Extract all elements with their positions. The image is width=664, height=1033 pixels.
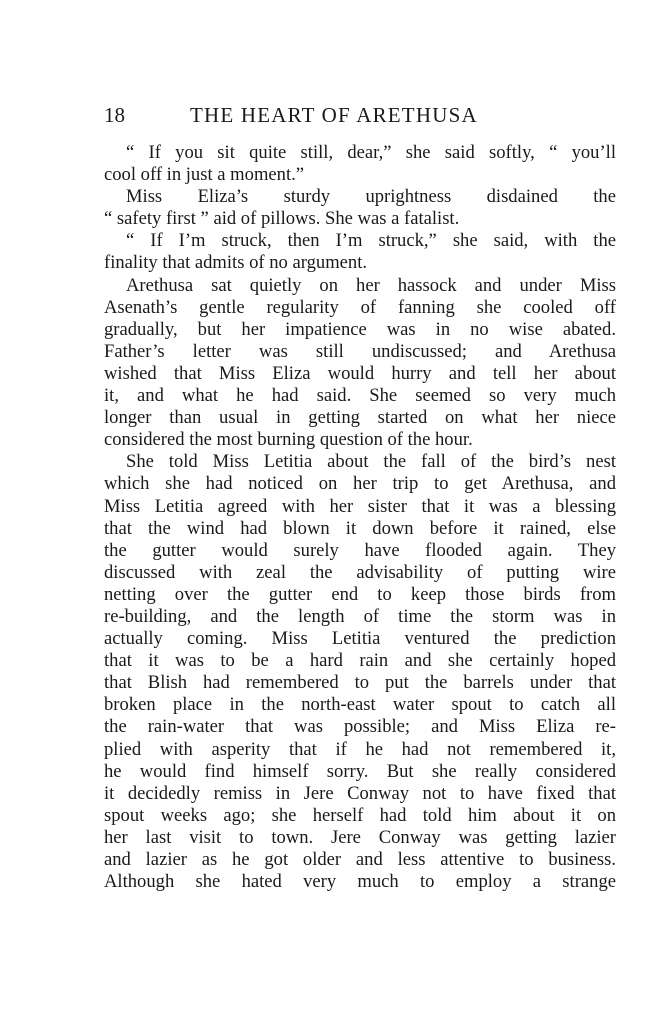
text-line: Although she hated very much to employ a strange [104, 871, 616, 893]
text-line: finality that admits of no argument. [104, 252, 368, 274]
text-line: Arethusa sat quietly on her hassock and under Miss [126, 274, 616, 296]
body-text [104, 142, 616, 893]
text-line: he would find himself sorry. But she really considered [104, 760, 616, 782]
page-header [104, 100, 524, 130]
text-line: Asenath’s gentle regularity of fanning she cooled off [104, 296, 616, 318]
page-number: 18 [104, 103, 125, 127]
text-line: netting over the gutter end to keep those birds from [104, 583, 616, 605]
text-line: that it was to be a hard rain and she certainly hoped [104, 650, 616, 672]
running-title: THE HEART OF ARETHUSA [190, 103, 478, 127]
text-line: her last visit to town. Jere Conway was getting lazier [104, 826, 616, 848]
text-line: it decidedly remiss in Jere Conway not to have fixed that [104, 782, 616, 804]
text-line: Miss Letitia agreed with her sister that it was a blessing [104, 495, 616, 517]
text-line: it, and what he had said. She seemed so very much [104, 385, 616, 407]
text-line: “ safety first ” aid of pillows. She was a fatalist. [104, 208, 460, 230]
text-line: broken place in the north-east water spout to catch all [104, 694, 616, 716]
text-line: gradually, but her impatience was in no wise abated. [104, 318, 616, 340]
text-line: “ If I’m struck, then I’m struck,” she said, with the [126, 230, 616, 252]
text-line: that Blish had remembered to put the barrels under that [104, 672, 616, 694]
text-line: Father’s letter was still undiscussed; and Arethusa [104, 340, 616, 362]
text-line: plied with asperity that if he had not remembered it, [104, 738, 616, 760]
text-line: She told Miss Letitia about the fall of the bird’s nest [126, 451, 616, 473]
text-line: “ If you sit quite still, dear,” she said softly, “ you’ll [126, 142, 616, 163]
text-line: wished that Miss Eliza would hurry and tell her about [104, 362, 616, 384]
text-line: considered the most burning question of the hour. [104, 429, 473, 451]
text-line: Miss Eliza’s sturdy uprightness disdained the [126, 186, 616, 208]
text-line: that the wind had blown it down before it rained, else [104, 517, 616, 539]
text-line: cool off in just a moment.” [104, 164, 305, 186]
text-line: re-building, and the length of time the storm was in [104, 605, 616, 627]
text-line: which she had noticed on her trip to get Arethusa, and [104, 473, 616, 495]
text-line: the rain-water that was possible; and Miss Eliza re- [104, 716, 616, 738]
text-line: spout weeks ago; she herself had told him about it on [104, 804, 616, 826]
text-line: actually coming. Miss Letitia ventured the prediction [104, 628, 616, 650]
text-line: discussed with zeal the advisability of putting wire [104, 561, 616, 583]
text-line: the gutter would surely have flooded again. They [104, 539, 616, 561]
text-line: and lazier as he got older and less attentive to business. [104, 849, 616, 870]
text-line: longer than usual in getting started on what her niece [104, 407, 616, 429]
